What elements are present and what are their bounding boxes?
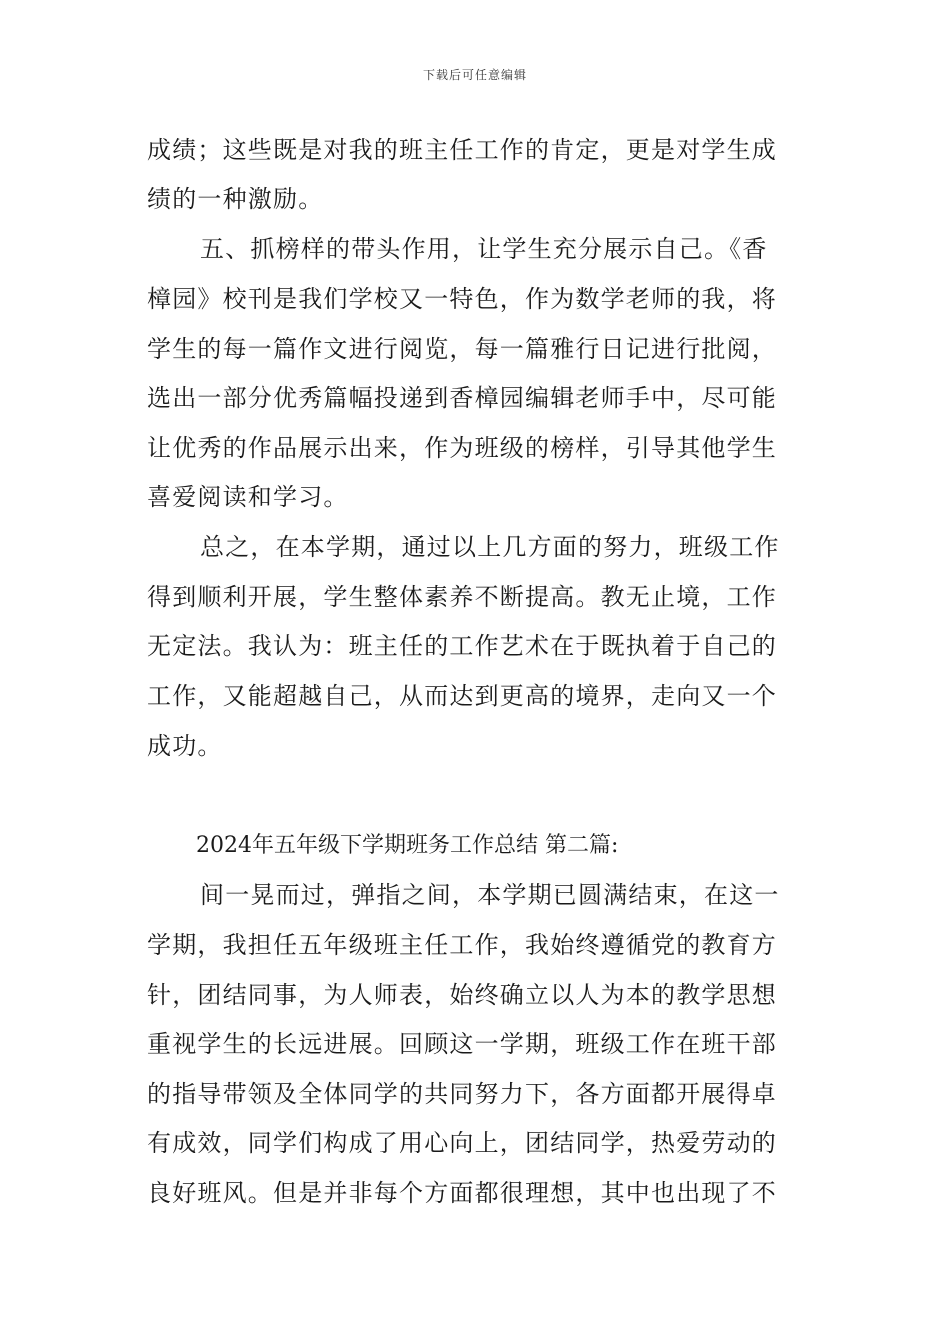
text-line: 的指导带领及全体同学的共同努力下，各方面都开展得卓 xyxy=(147,1080,777,1108)
text-line: 无定法。我认为：班主任的工作艺术在于既执着于自己的 xyxy=(147,632,777,660)
text-line: 樟园》校刊是我们学校又一特色，作为数学老师的我，将 xyxy=(147,285,777,313)
text-line: 绩的一种激励。 xyxy=(147,185,324,213)
text-line: 总之，在本学期，通过以上几方面的努力，班级工作 xyxy=(200,533,780,561)
text-line: 学期，我担任五年级班主任工作，我始终遵循党的教育方 xyxy=(147,931,777,959)
text-line: 成功。 xyxy=(147,732,223,760)
text-line: 选出一部分优秀篇幅投递到香樟园编辑老师手中，尽可能 xyxy=(147,384,777,412)
text-line: 学生的每一篇作文进行阅览，每一篇雅行日记进行批阅， xyxy=(147,335,777,363)
text-line: 针，团结同事，为人师表，始终确立以人为本的教学思想 xyxy=(147,981,777,1009)
text-line: 间一晃而过，弹指之间，本学期已圆满结束，在这一 xyxy=(200,881,780,909)
text-line: 五、抓榜样的带头作用，让学生充分展示自己。《香 xyxy=(200,235,768,263)
text-line: 工作，又能超越自己，从而达到更高的境界，走向又一个 xyxy=(147,682,777,710)
text-line: 良好班风。但是并非每个方面都很理想，其中也出现了不 xyxy=(147,1179,777,1207)
section-title: 2024年五年级下学期班务工作总结 第二篇: xyxy=(196,833,619,858)
text-line: 成绩；这些既是对我的班主任工作的肯定，更是对学生成 xyxy=(147,136,777,164)
text-line: 有成效，同学们构成了用心向上，团结同学，热爱劳动的 xyxy=(147,1129,777,1157)
text-line: 让优秀的作品展示出来，作为班级的榜样，引导其他学生 xyxy=(147,434,777,462)
text-line: 重视学生的长远进展。回顾这一学期，班级工作在班干部 xyxy=(147,1030,777,1058)
text-line: 喜爱阅读和学习。 xyxy=(147,483,349,511)
text-line: 得到顺利开展，学生整体素养不断提高。教无止境，工作 xyxy=(147,583,777,611)
page-header: 下载后可任意编辑 xyxy=(422,68,527,82)
